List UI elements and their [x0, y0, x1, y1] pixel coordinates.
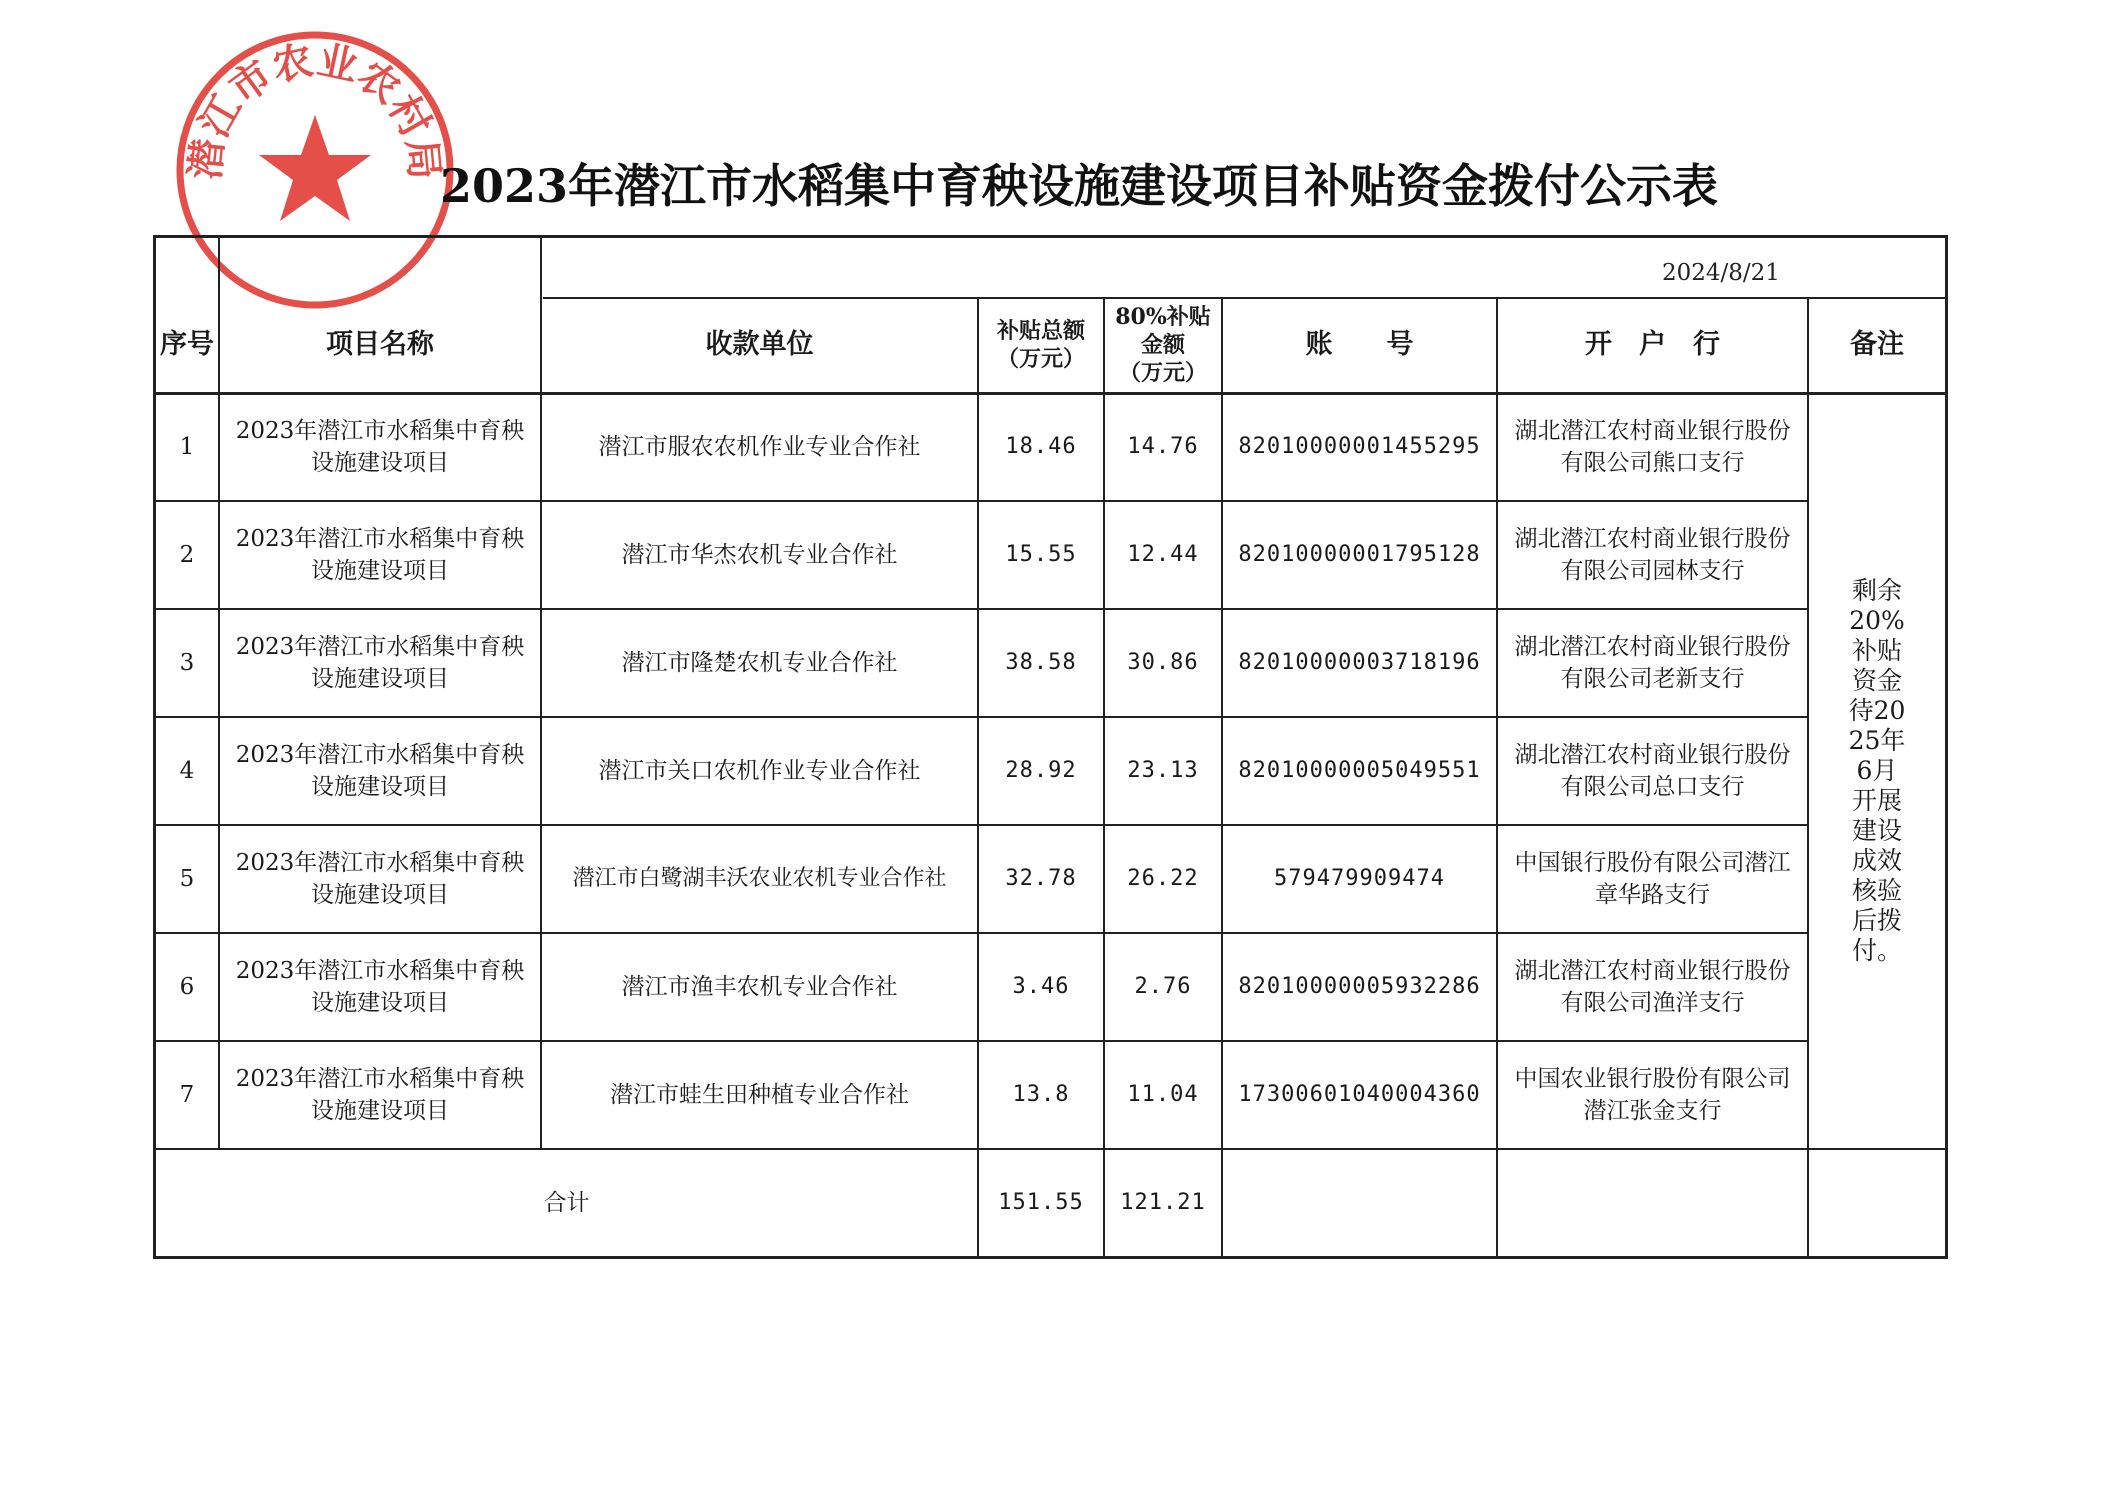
header-project: 项目名称 [326, 328, 434, 360]
row7-pct: 11.04 [1127, 1082, 1199, 1107]
header-pct-line1: 80%补贴 [1115, 303, 1211, 330]
row3-account: 82010000003718196 [1238, 650, 1481, 675]
remark-cell [1809, 394, 1945, 1148]
remark-text: 剩余20%补贴资金待2025年6月开展建设成效核验后拨付。 [1848, 576, 1906, 965]
header-payee: 收款单位 [705, 328, 814, 360]
table-border-right [1945, 235, 1948, 1259]
row6-payee: 潜江市渔丰农机专业合作社 [621, 974, 898, 1000]
row6-seq: 6 [179, 974, 195, 1000]
publication-date: 2024/8/21 [1662, 260, 1780, 286]
header-account: 账 号 [1305, 328, 1414, 360]
row7-account: 17300601040004360 [1238, 1082, 1481, 1107]
row7-seq: 7 [179, 1082, 195, 1108]
row1-project: 2023年潜江市水稻集中育秧设施建设项目 [235, 418, 525, 476]
row7-total: 13.8 [1012, 1082, 1070, 1107]
row6-total: 3.46 [1012, 974, 1070, 999]
header-total [979, 297, 1103, 392]
row5-project: 2023年潜江市水稻集中育秧设施建设项目 [235, 850, 525, 908]
row6-pct: 2.76 [1134, 974, 1192, 999]
row4-payee: 潜江市关口农机作业专业合作社 [598, 758, 921, 784]
row2-account: 82010000001795128 [1238, 542, 1481, 567]
row3-bank: 湖北潜江农村商业银行股份有限公司老新支行 [1514, 634, 1791, 692]
row1-total: 18.46 [1005, 434, 1077, 459]
row5-account: 579479909474 [1274, 866, 1445, 891]
row7-payee: 潜江市蛙生田种植专业合作社 [610, 1082, 909, 1108]
row5-payee: 潜江市白鹭湖丰沃农业农机专业合作社 [572, 866, 947, 891]
col-line-account [1496, 297, 1498, 1259]
row5-bank: 中国银行股份有限公司潜江章华路支行 [1514, 850, 1791, 908]
row7-bank: 中国农业银行股份有限公司潜江张金支行 [1514, 1066, 1791, 1124]
row4-project: 2023年潜江市水稻集中育秧设施建设项目 [235, 742, 525, 800]
row4-account: 82010000005049551 [1238, 758, 1481, 783]
header-remark: 备注 [1850, 328, 1904, 360]
row1-account: 82010000001455295 [1238, 434, 1481, 459]
row7-project: 2023年潜江市水稻集中育秧设施建设项目 [235, 1066, 525, 1124]
row1-pct: 14.76 [1127, 434, 1199, 459]
header-pct-line3: （万元） [1118, 359, 1207, 386]
row3-payee: 潜江市隆楚农机专业合作社 [621, 650, 898, 676]
table-border-bottom [153, 1256, 1947, 1259]
row6-project: 2023年潜江市水稻集中育秧设施建设项目 [235, 958, 525, 1016]
header-pct-line2: 金额 [1140, 331, 1185, 358]
page-title: 2023年潜江市水稻集中育秧设施建设项目补贴资金拨付公示表 [440, 159, 1719, 213]
totals-pct: 121.21 [1120, 1190, 1206, 1215]
row2-seq: 2 [179, 542, 195, 568]
seal-star-icon [259, 115, 371, 221]
row2-pct: 12.44 [1127, 542, 1199, 567]
row2-payee: 潜江市华杰农机专业合作社 [621, 542, 898, 568]
row5-total: 32.78 [1005, 866, 1077, 891]
totals-label: 合计 [543, 1190, 590, 1216]
row1-payee: 潜江市服农农机作业专业合作社 [598, 434, 921, 460]
row3-project: 2023年潜江市水稻集中育秧设施建设项目 [235, 634, 525, 692]
row2-total: 15.55 [1005, 542, 1077, 567]
table-border-top [153, 235, 1947, 238]
row1-bank: 湖北潜江农村商业银行股份有限公司熊口支行 [1514, 418, 1791, 476]
row4-total: 28.92 [1005, 758, 1077, 783]
row4-seq: 4 [179, 758, 195, 784]
header-total-line1: 补贴总额 [996, 317, 1085, 344]
totals-total: 151.55 [998, 1190, 1084, 1215]
row3-total: 38.58 [1005, 650, 1077, 675]
row2-project: 2023年潜江市水稻集中育秧设施建设项目 [235, 526, 525, 584]
row3-pct: 30.86 [1127, 650, 1199, 675]
header-bank: 开 户 行 [1585, 328, 1720, 360]
svg-text:潜江市农业农村局: 潜江市农业农村局 [181, 36, 449, 182]
header-total-line2: （万元） [996, 345, 1085, 372]
header-seq: 序号 [160, 328, 214, 360]
row6-account: 82010000005932286 [1238, 974, 1481, 999]
row3-seq: 3 [179, 650, 195, 676]
row4-bank: 湖北潜江农村商业银行股份有限公司总口支行 [1514, 742, 1791, 800]
official-seal-stamp [170, 25, 460, 315]
row5-pct: 26.22 [1127, 866, 1199, 891]
header-pct [1105, 297, 1221, 392]
row2-bank: 湖北潜江农村商业银行股份有限公司园林支行 [1514, 526, 1791, 584]
row5-seq: 5 [179, 866, 195, 892]
row4-pct: 23.13 [1127, 758, 1199, 783]
row1-seq: 1 [179, 434, 195, 460]
row6-bank: 湖北潜江农村商业银行股份有限公司渔洋支行 [1514, 958, 1791, 1016]
